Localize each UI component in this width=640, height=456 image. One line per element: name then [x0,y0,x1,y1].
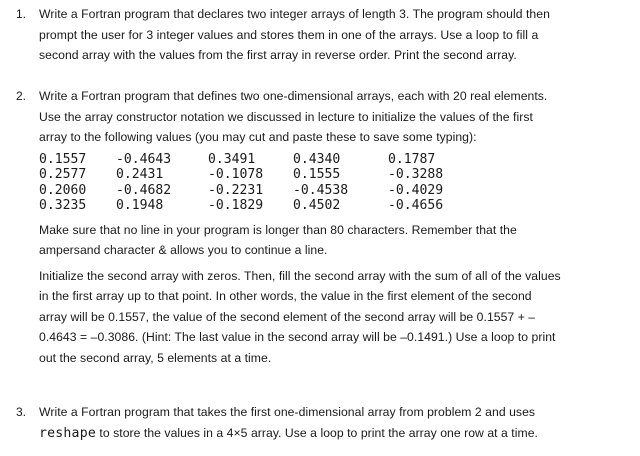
text-line: 0.4643 = –0.3086. (Hint: The last value in the second array will be –0.1491.) Use a loop to print [39,330,556,344]
text-line: second array with the values from the first array in reverse order. Print the second array. [39,48,517,62]
value-cell: -0.4682 [116,182,172,198]
value-cell: -0.1829 [208,198,264,213]
value-cell: 0.2060 [39,182,87,198]
text-line: prompt the user for 3 integer values and stores them in one of the arrays. Use a loop to fill a [39,27,539,42]
value-cell: -0.1078 [208,167,264,182]
value-cell: 0.2577 [39,167,87,182]
value-cell: -0.2231 [208,182,264,198]
text-line: Write a Fortran program that takes the first one-dimensional array from problem 2 and uses [39,405,536,419]
text-line [39,423,620,445]
value-cell: 0.4340 [293,151,341,167]
text-line: Initialize the second array with zeros. Then, fill the second array with the sum of all of the values [39,268,561,283]
value-cell: -0.4538 [293,182,349,198]
detail-paragraph [39,266,620,369]
text-line: Use the array constructor notation we discussed in lecture to initialize the values of the first [39,109,533,124]
text-line: Make sure that no line in your program is longer than 80 characters. Remember that the [39,222,517,237]
problem-number: 2. [16,89,27,103]
value-cell: 0.3235 [39,198,87,213]
value-cell: 0.3491 [208,151,256,167]
value-cell: 0.4502 [293,198,341,213]
problem-number: 3. [16,405,27,419]
reshape-keyword: reshape [39,425,96,441]
value-cell: -0.4656 [388,198,444,213]
text-line: array will be 0.1557, the value of the second element of the second array will be 0.1557 + – [39,309,536,324]
problem-number: 1. [16,7,27,21]
values-row [39,198,620,214]
problem-3 [16,402,620,444]
value-cell: 0.1948 [116,198,164,213]
values-row [39,152,620,168]
problem-text [39,86,620,368]
text-line: Write a Fortran program that declares two integer arrays of length 3. The program should then [39,7,550,21]
text-line: ampersand character & allows you to continue a line. [39,243,328,257]
values-table [39,152,620,214]
values-row [39,167,620,183]
problem-1 [16,4,620,66]
text-fragment: to store the values in a 4×5 array. Use a loop to print the array one row at a time. [95,425,538,440]
text-line: in the first array up to that point. In other words, the value in the first element of the second [39,289,532,303]
value-cell: -0.4029 [388,182,444,198]
value-cell: 0.1787 [388,151,436,167]
problem-2 [16,86,620,368]
value-cell: 0.1555 [293,167,341,182]
values-row [39,183,620,199]
problem-text [39,402,620,444]
value-cell: -0.3288 [388,167,444,182]
value-cell: -0.4643 [116,151,172,167]
text-line: out the second array, 5 elements at a time. [39,350,272,365]
value-cell: 0.1557 [39,151,87,167]
value-cell: 0.2431 [116,167,164,182]
problem-text [39,4,620,66]
text-line: array to the following values (you may cut and paste these to save some typing): [39,130,477,144]
text-line: Write a Fortran program that defines two one-dimensional arrays, each with 20 real elements. [39,89,548,103]
